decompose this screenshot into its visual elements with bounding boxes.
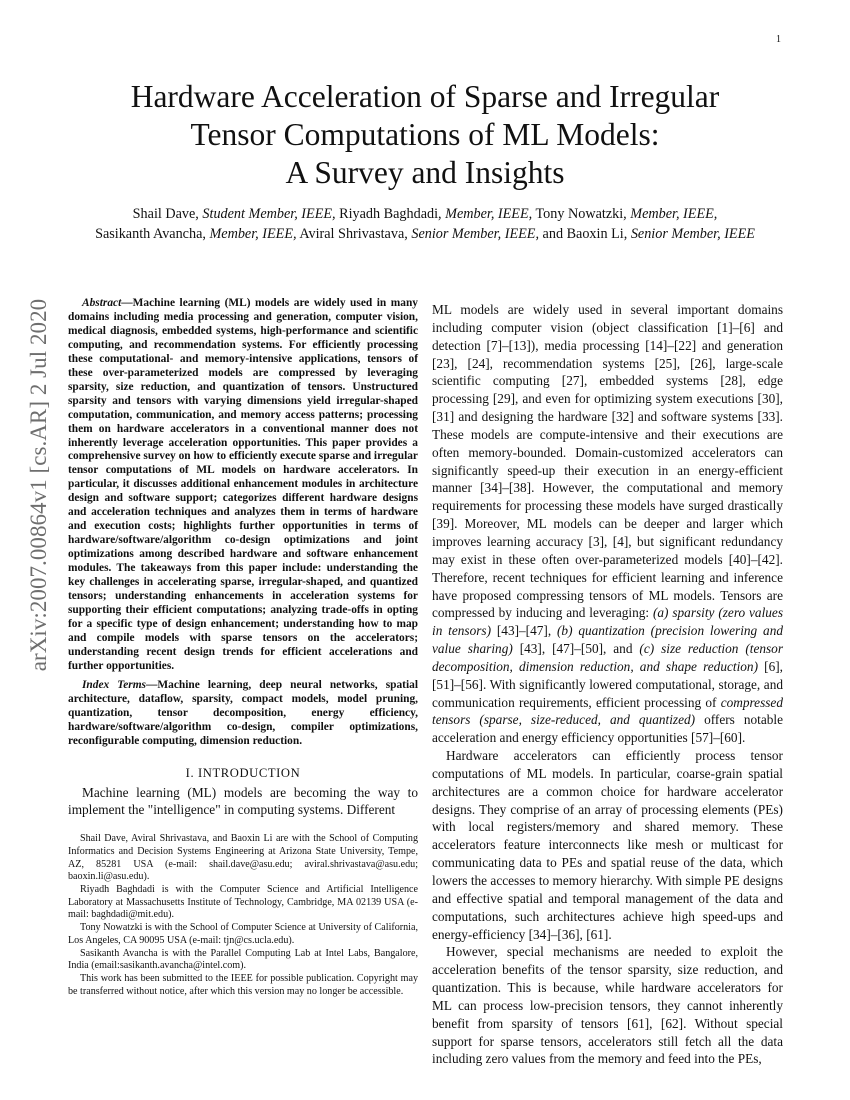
arxiv-identifier-stamp [19,298,59,672]
body-paragraph: Hardware accelerators can efficiently process tensor computations of ML models. In particular, coarse-grain spatial architectures are a common choice for hardware accelerator designs. They comprise of an array of processing elements (PEs) with local registers/memory and shared memory. These accelerators feature interconnects like mesh or multicast for communicating data to PEs and spatial reuse of the data, which lowers the accesses to memory hierarchy. With simple PE designs and effective spatial and temporal management of the data and computations, such architectures achieve high speed-ups and energy-efficiency [34]–[36], [61]. [432,748,783,942]
body-paragraph: However, special mechanisms are needed to exploit the acceleration benefits of the tensor sparsity, size reduction, and quantization. This is because, while hardware accelerators for ML can process low-precision tensors, they cannot inherently benefit from sparsity of tensors [61], [62]. Without special support for sparse tensors, accelerators still fetch all the data including zero values from the memory and feed into the PEs, [432,944,783,1067]
author-list [88,204,762,244]
footnote: This work has been submitted to the IEEE for possible publication. Copyright may be transferred without notice, after which this version may no longer be accessible. [68,972,418,997]
arxiv-identifier: arXiv:2007.00864v1 [cs.AR] 2 Jul 2020 [26,298,51,672]
author-role: Senior Member, IEEE [630,226,755,242]
text-run: ML models are widely used in several important domains including computer vision (object classification [1]–[6] and detection [7]–[13]), media processing [14]–[22] and generation [23], [24], recommendation systems [25], [26], large-scale scientific computing [27], embedded systems [28], edge processing [29], and even for optimizing system executions [30], [31] and designing the hardware [32] and software systems [33]. These models are compute-intensive and their executions are often memory-bounded. Domain-customized accelerators can significantly speed-up their execution in an energy-efficient manner [34]–[38]. However, the computational and memory requirements for processing these models have surged drastically [39]. Moreover, ML models can be deeper and larger which improves learning accuracy [3], [4], but significant redundancy may exist in these often over-parameterized models [40]–[42]. Therefore, recent techniques for efficient learning and inference have proposed compressing tensors of ML models. Tensors are compressed by inducing and leveraging: [432,302,783,621]
index-terms-text: —Machine learning, deep neural networks, spatial architecture, dataflow, sparsity, compact models, model pruning, quantization, tensor decomposition, energy efficiency, hardware/software/algorithm co-design, compiler optimizations, reconfigurable computing, dimension reduction. [68,678,418,747]
author-role: Senior Member, IEEE, [411,226,539,242]
text-run-italic: (a) sparsity (zero values in tensors) [432,605,783,639]
text-run: [43]–[47], [491,623,557,639]
text-run-italic: (b) quantization (precision lowering and value sharing) [432,623,783,657]
footnotes [68,833,418,998]
author-name: Aviral Shrivastava, [299,226,408,242]
page-number: 1 [776,34,781,45]
author-name: Sasikanth Avancha, [95,226,206,242]
abstract [68,297,418,674]
footnote: Shail Dave, Aviral Shrivastava, and Baoxin Li are with the School of Computing Informatics and Decision Systems Engineering at Arizona State University, Tempe, AZ, 85281 USA (e-mail: shail.dave@asu.edu; aviral.shrivastava@asu.edu; baoxin.li@asu.edu). [68,833,418,883]
title-line: Hardware Acceleration of Sparse and Irregular [130,79,720,114]
title-line: Tensor Computations of ML Models: [190,117,660,152]
footnote: Tony Nowatzki is with the School of Computer Science at University of California, Los Angeles, CA 90095 USA (e-mail: tjn@cs.ucla.edu). [68,922,418,946]
text-run: [43], [47]–[50], and [512,641,640,657]
author-name: Tony Nowatzki, [535,206,627,222]
author-role: Member, IEEE, [209,226,297,242]
author-role: Student Member, IEEE, [202,206,336,222]
section-heading: I. INTRODUCTION [185,765,301,780]
body-paragraph [432,301,783,747]
intro-paragraph: Machine learning (ML) models are becoming the way to implement the "intelligence" in computing systems. Different [68,784,418,818]
abstract-text: —Machine learning (ML) models are widely used in many domains including media processing and generation, computer vision, medical diagnosis, embedded systems, high-performance and scientific computing, and recommendation systems. For efficiently processing these computational- and memory-intensive applications, tensors of these over-parameterized models are compressed by leveraging sparsity, size reduction, and quantization of tensors. Unstructured sparsity and tensors with varying dimensions yield irregular-shaped computation, communication, and memory access patterns; processing them on hardware accelerators in a conventional manner does not inherently leverage acceleration opportunities. This paper provides a comprehensive survey on how to efficiently execute sparse and irregular tensor computations of ML models on hardware accelerators. In particular, it discusses additional enhancement modules in architecture design and software support; categorizes different hardware designs and acceleration techniques and analyzes them in terms of hardware and execution costs; highlights further opportunities in terms of hardware/software/algorithm co-design optimizations and joint optimizations among described hardware and software enhancement modules. The takeaways from this paper include: understanding the key challenges in accelerating sparse, irregular-shaped, and quantized tensors; understanding enhancements in acceleration systems for supporting their efficient computations; analyzing trade-offs in opting for a specific type of design enhancement; understanding how to map and compile models with sparse tensors on the accelerators; understanding recent design trends for efficient accelerations and further opportunities. [68,297,418,672]
index-terms-label: Index Terms [82,678,146,691]
text-run-italic: compressed tensors (sparse, size-reduced, and quantized) [432,694,783,728]
footnote: Sasikanth Avancha is with the Parallel Computing Lab at Intel Labs, Bangalore, India (email:sasikanth.avancha@intel.com). [68,947,418,972]
right-column [432,301,783,1068]
title-line: A Survey and Insights [285,155,565,190]
author-role: Member, IEEE, [630,206,718,222]
author-name: and Baoxin Li, [542,226,628,242]
index-terms [68,679,418,749]
author-name: Shail Dave, [132,206,199,222]
text-run: [6], [51]–[56]. With significantly lowered computational, storage, and communication requirements, efficient processing of [432,658,783,710]
abstract-label: Abstract [82,297,122,309]
paper-title [60,78,790,192]
footnote: Riyadh Baghdadi is with the Computer Science and Artificial Intelligence Laboratory at Massachusetts Institute of Technology, Cambridge, MA 02139 USA (e-mail: baghdadi@mit.edu). [68,884,418,921]
text-run-italic: (c) size reduction (tensor decomposition, dimension reduction, and shape reduction) [432,641,783,674]
left-column [68,297,418,998]
author-name: Riyadh Baghdadi, [339,206,442,222]
author-role: Member, IEEE, [445,206,533,222]
text-run: offers notable acceleration and energy efficiency opportunities [57]–[60]. [432,712,783,746]
